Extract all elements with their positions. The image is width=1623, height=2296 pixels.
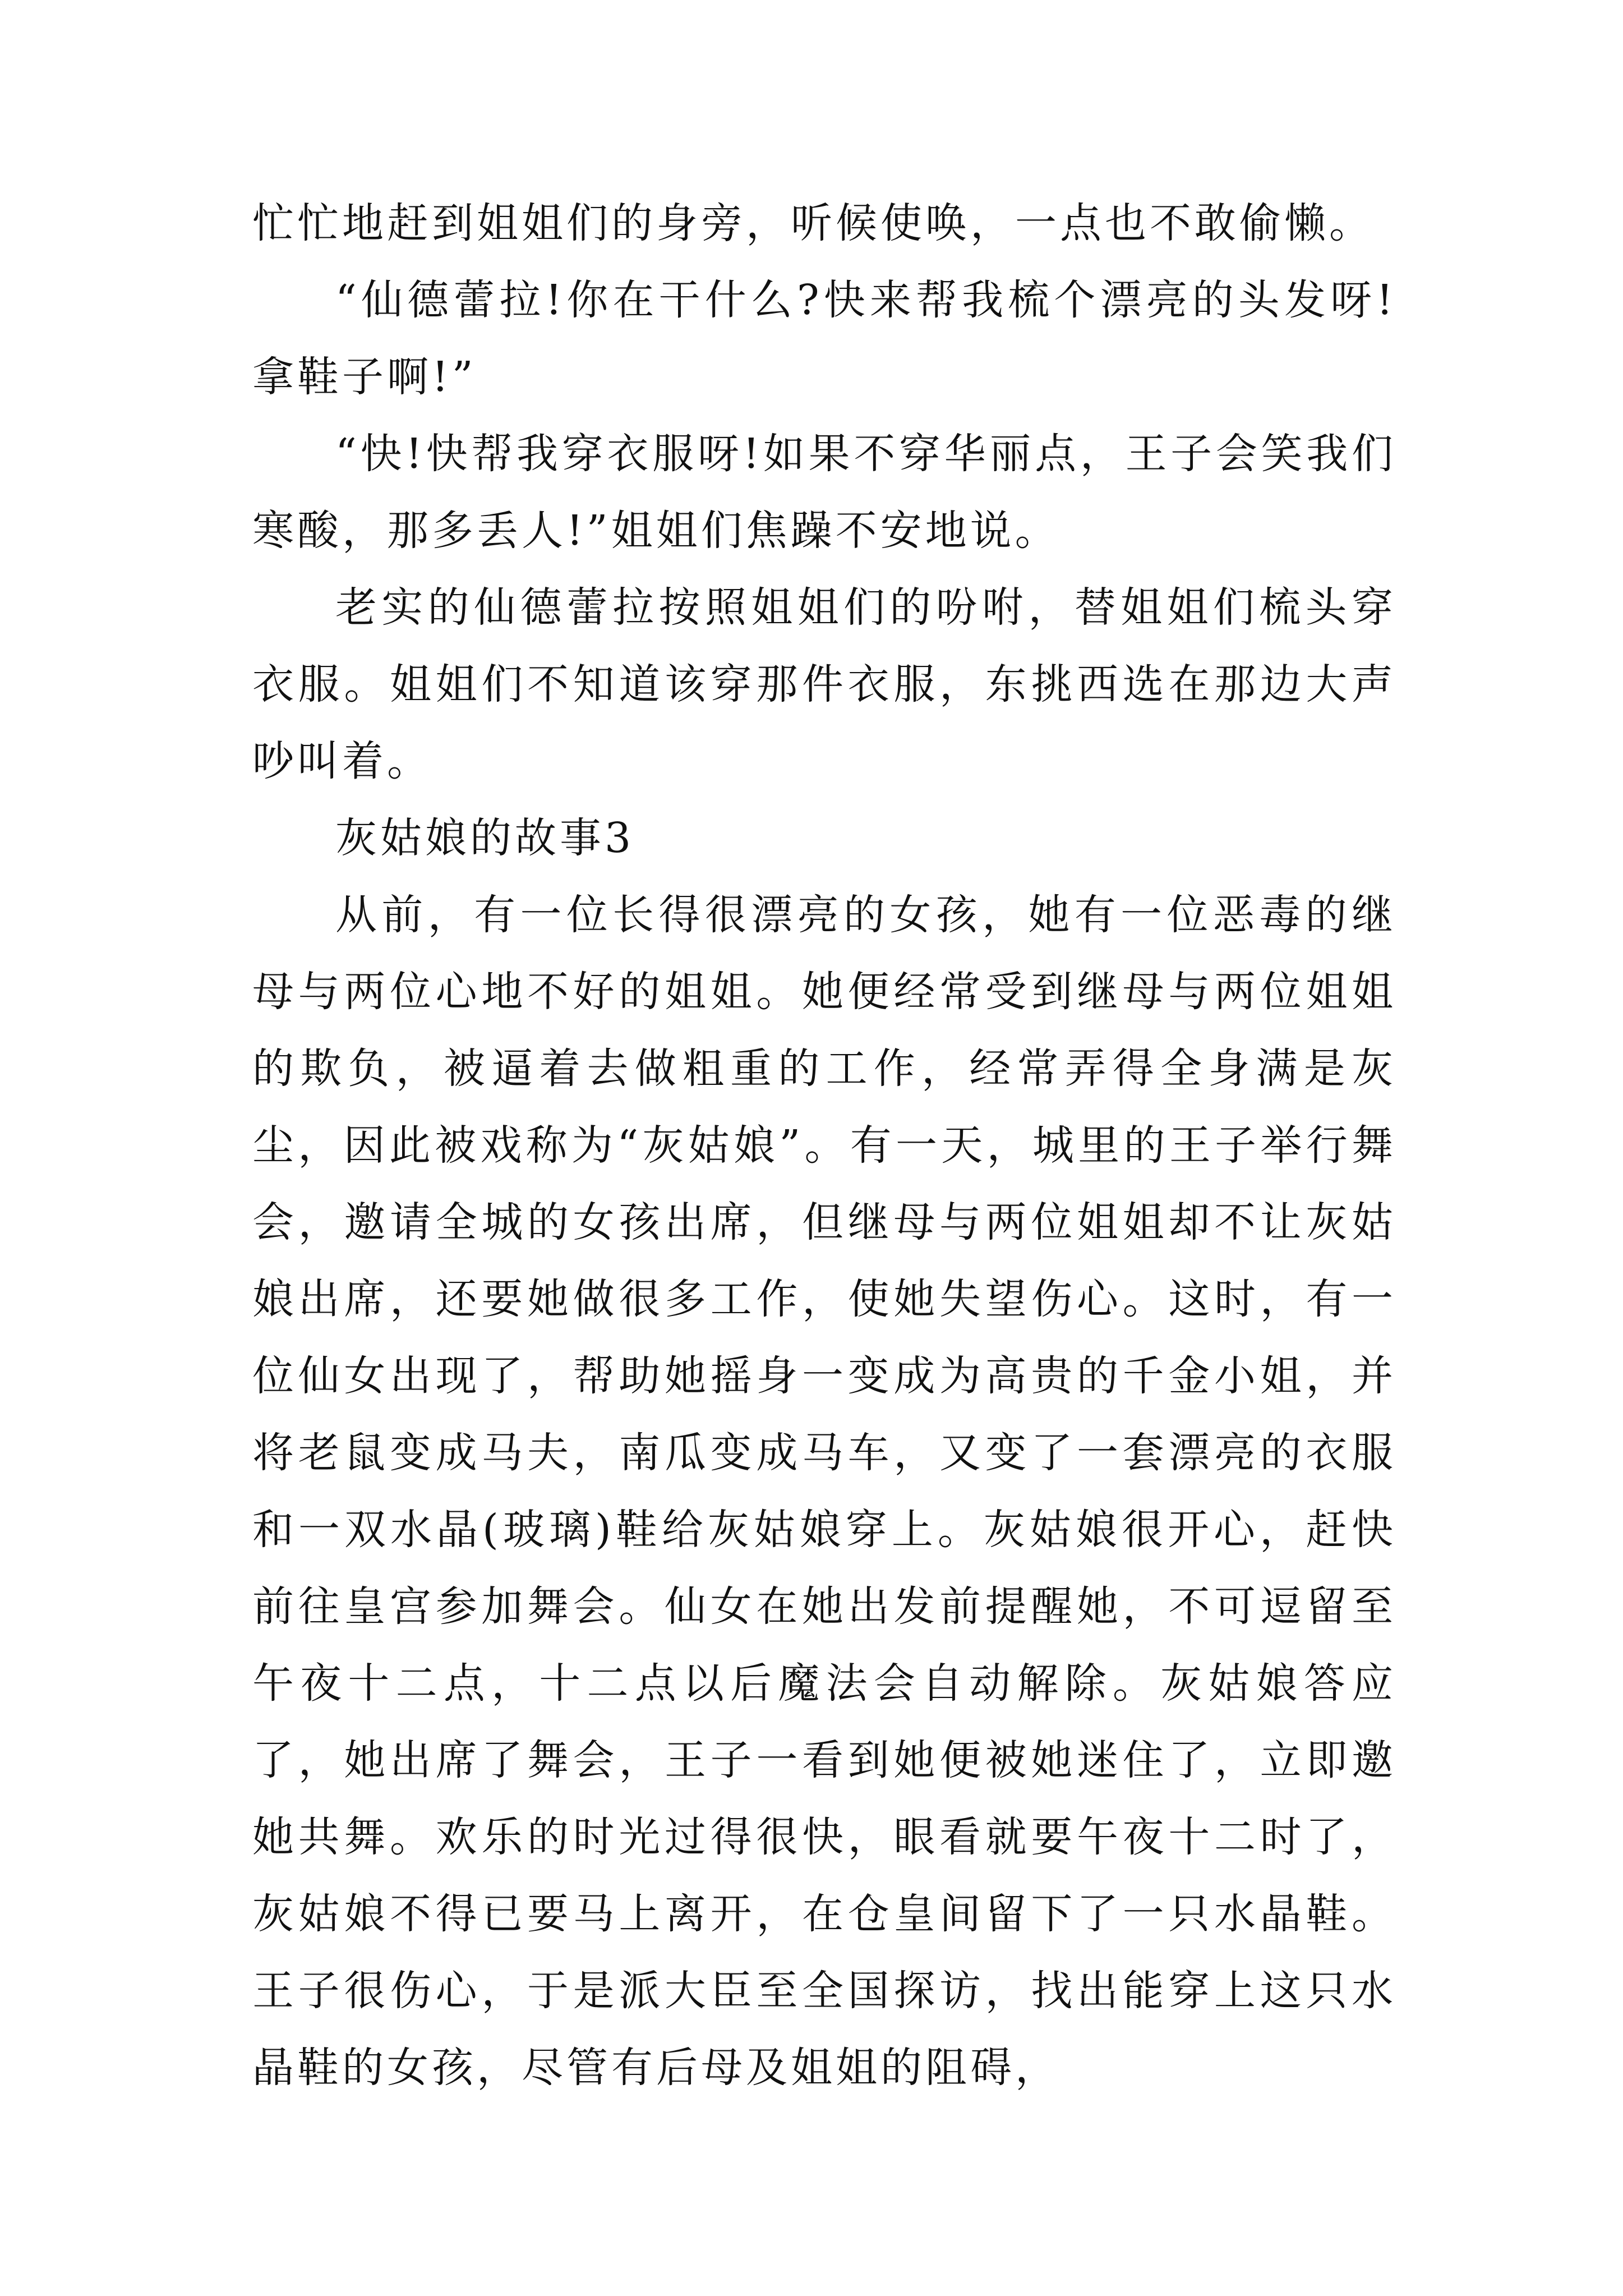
paragraph-5: 从前，有一位长得很漂亮的女孩，她有一位恶毒的继母与两位心地不好的姐姐。她便经常受到继母与两位姐姐的欺负，被逼着去做粗重的工作，经常弄得全身满是灰尘，因此被戏称为“灰姑娘”。有一天，城里的王子举行舞会，邀请全城的女孩出席，但继母与两位姐姐却不让灰姑娘出席，还要她做很多工作，使她失望伤心。这时，有一位仙女出现了，帮助她摇身一变成为高贵的千金小姐，并将老鼠变成马夫，南瓜变成马车，又变了一套漂亮的衣服和一双水晶(玻璃)鞋给灰姑娘穿上。灰姑娘很开心，赶快前往皇宫参加舞会。仙女在她出发前提醒她，不可逗留至午夜十二点，十二点以后魔法会自动解除。灰姑娘答应了，她出席了舞会，王子一看到她便被她迷住了，立即邀她共舞。欢乐的时光过得很快，眼看就要午夜十二时了，灰姑娘不得已要马上离开，在仓皇间留下了一只水晶鞋。王子很伤心，于是派大臣至全国探访，找出能穿上这只水晶鞋的女孩，尽管有后母及姐姐的阻碍，: [252, 891, 1396, 2092]
body-text: [252, 185, 1396, 2106]
paragraph-2: “仙德蕾拉!你在干什么?快来帮我梳个漂亮的头发呀!拿鞋子啊!”: [252, 276, 1396, 401]
section-heading: 灰姑娘的故事3: [335, 814, 635, 862]
paragraph-1: 忙忙地赶到姐姐们的身旁，听候使唤，一点也不敢偷懒。: [252, 199, 1374, 247]
paragraph-3: “快!快帮我穿衣服呀!如果不穿华丽点，王子会笑我们寒酸，那多丢人!”姐姐们焦躁不安地说。: [252, 430, 1396, 555]
paragraph-4: 老实的仙德蕾拉按照姐姐们的吩咐，替姐姐们梳头穿衣服。姐姐们不知道该穿那件衣服，东挑西选在那边大声吵叫着。: [252, 583, 1396, 785]
